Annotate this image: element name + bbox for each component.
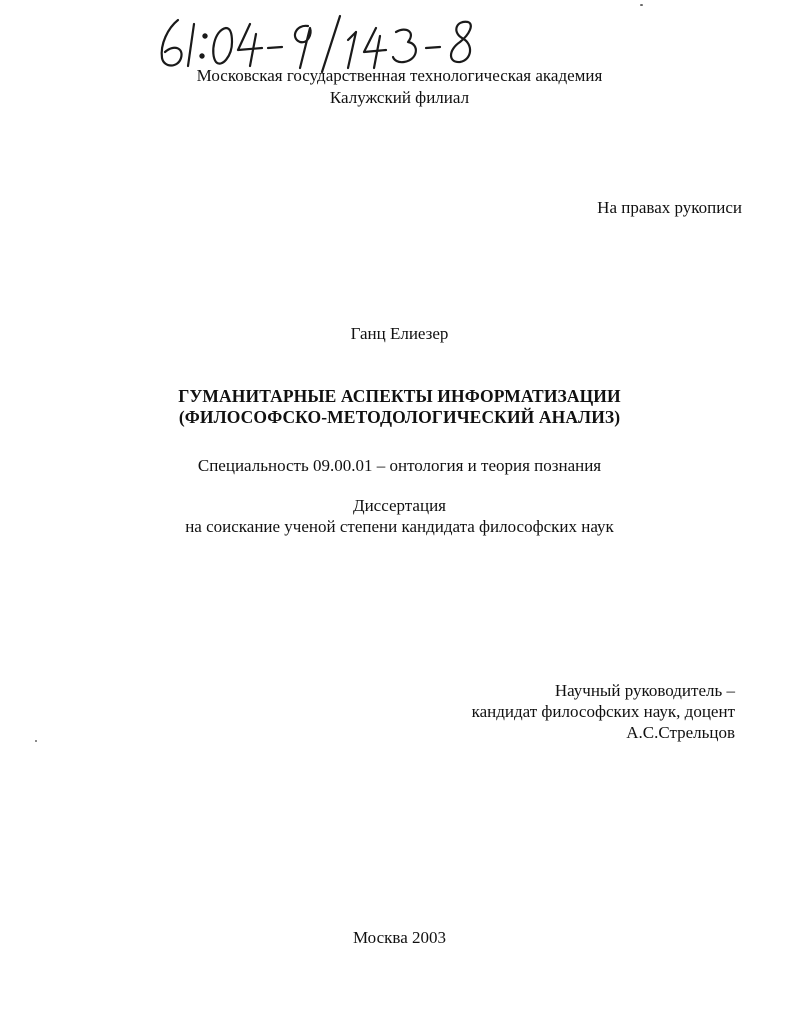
rights-note: На правах рукописи [597, 198, 742, 217]
specialty: Специальность 09.00.01 – онтология и теория познания [197, 456, 602, 475]
institution-name: Московская государственная технологическая академия [196, 66, 603, 85]
scan-speck [640, 4, 643, 6]
title-line-2: (ФИЛОСОФСКО-МЕТОДОЛОГИЧЕСКИЙ АНАЛИЗ) [178, 407, 621, 427]
title-line-1: ГУМАНИТАРНЫЕ АСПЕКТЫ ИНФОРМАТИЗАЦИИ [178, 386, 621, 406]
author-name: Ганц Елиезер [350, 324, 449, 343]
branch-name: Калужский филиал [329, 88, 470, 107]
supervisor-role: Научный руководитель – [554, 681, 735, 700]
supervisor-name: А.С.Стрельцов [626, 723, 735, 742]
place-year: Москва 2003 [352, 928, 447, 947]
dissertation-purpose: на соискание ученой степени кандидата философских наук [185, 517, 614, 536]
dissertation-label: Диссертация [352, 496, 446, 515]
scan-speck [35, 740, 37, 742]
supervisor-degree: кандидат философских наук, доцент [471, 702, 735, 721]
